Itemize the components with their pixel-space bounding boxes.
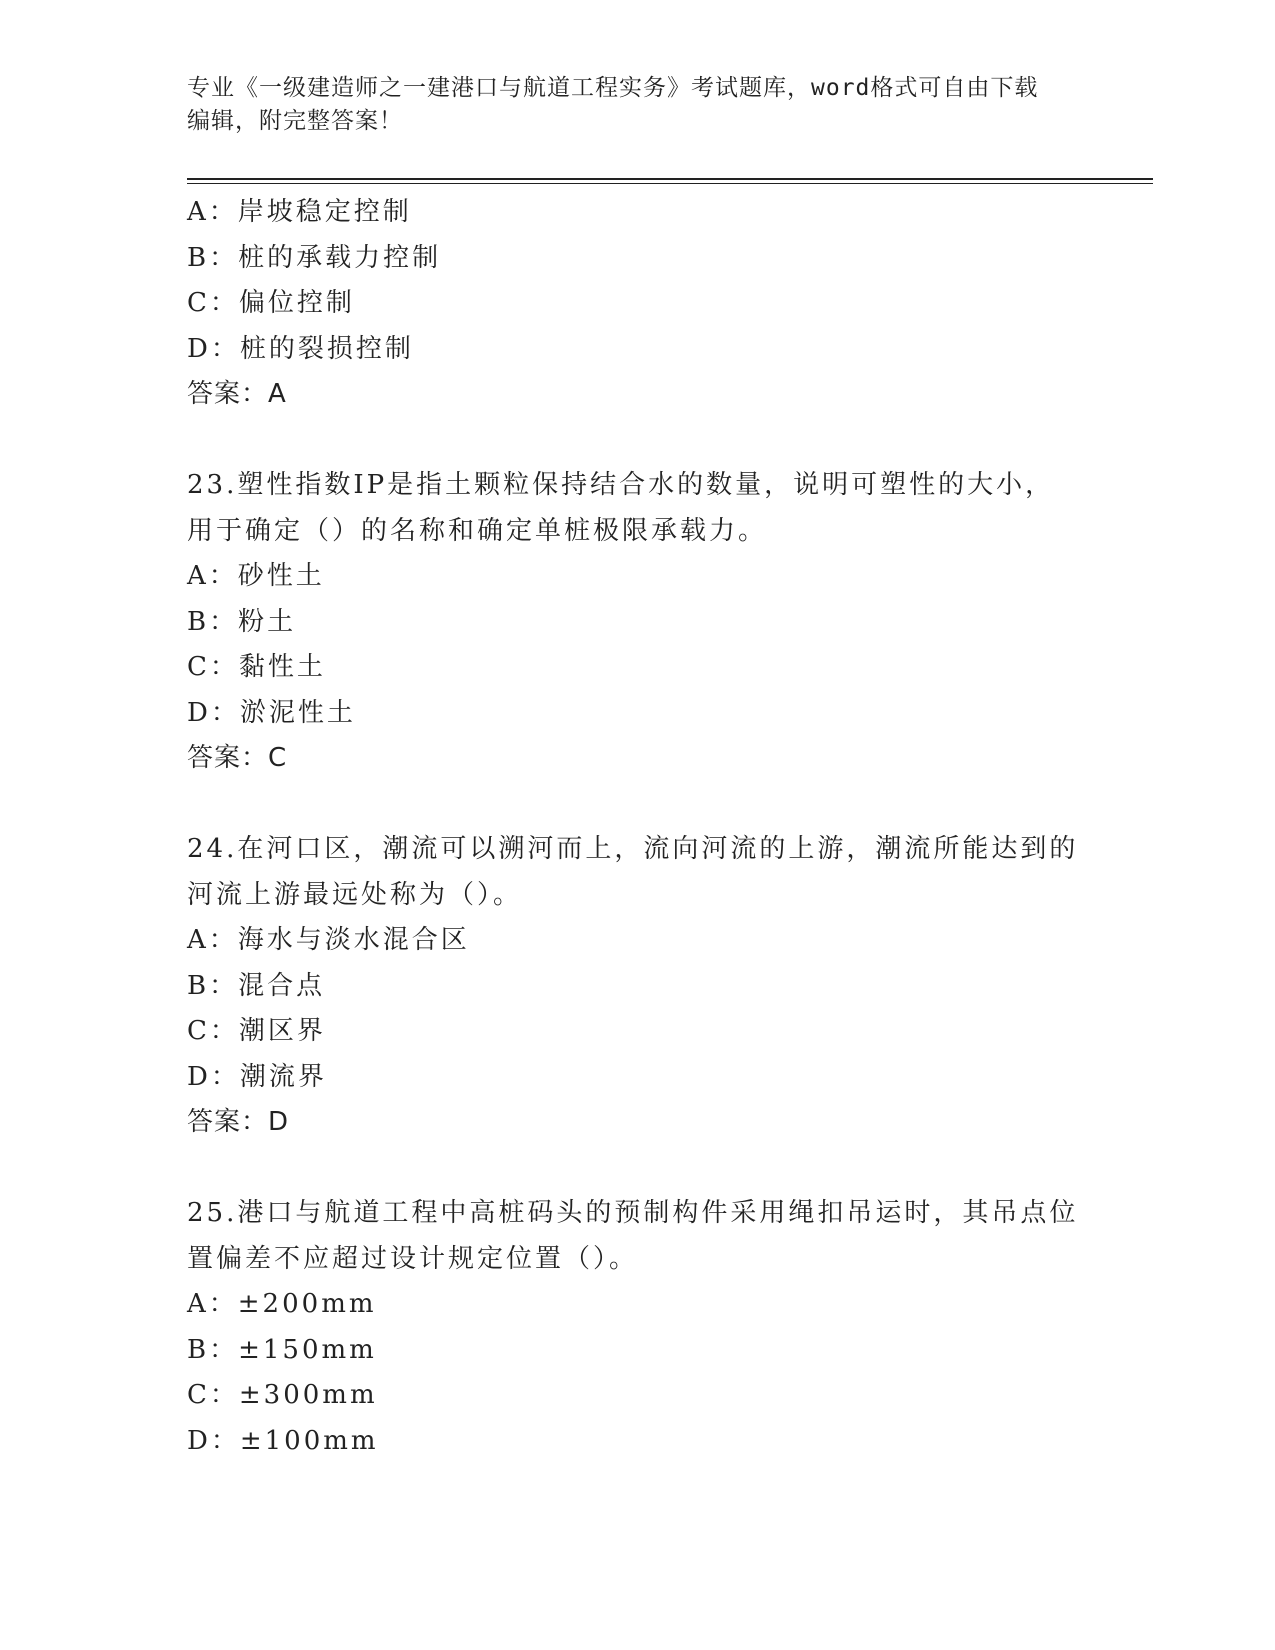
option-c: C：潮区界 <box>187 1016 326 1046</box>
option-d: D：潮流界 <box>187 1061 327 1092</box>
option-c: C：黏性土 <box>187 652 326 682</box>
option-a: A：岸坡稳定控制 <box>187 197 412 227</box>
header-divider-thick <box>187 178 1153 180</box>
question-list <box>187 190 1087 1464</box>
header-divider-thin <box>187 183 1153 184</box>
answer-line: 答案：C <box>187 743 288 773</box>
answer-line: 答案：A <box>187 379 287 409</box>
option-b: B：桩的承载力控制 <box>187 242 442 273</box>
header-line-2: 编辑，附完整答案！ <box>187 108 403 134</box>
option-d: D：淤泥性土 <box>187 697 356 728</box>
option-d: D：±100mm <box>187 1425 379 1456</box>
option-b: B：混合点 <box>187 970 326 1001</box>
option-d: D：桩的裂损控制 <box>187 333 414 364</box>
question-24 <box>187 827 1087 1146</box>
option-a: A：±200mm <box>187 1289 377 1319</box>
question-stem-line-1: 25.港口与航道工程中高桩码头的预制构件采用绳扣吊运时，其吊点位 <box>187 1198 1079 1228</box>
option-a: A：海水与淡水混合区 <box>187 925 470 955</box>
question-stem-line-2: 用于确定（）的名称和确定单桩极限承载力。 <box>187 515 768 546</box>
question-stem-line-2: 河流上游最远处称为（）。 <box>187 879 523 910</box>
option-b: B：±150mm <box>187 1334 377 1365</box>
option-b: B：粉土 <box>187 606 297 637</box>
question-stem-line-2: 置偏差不应超过设计规定位置（）。 <box>187 1243 639 1274</box>
question-spacer <box>187 418 1087 464</box>
answer-line: 答案：D <box>187 1107 290 1137</box>
question-spacer <box>187 1146 1087 1192</box>
option-c: C：±300mm <box>187 1380 378 1410</box>
question-22 <box>187 190 1087 418</box>
question-23 <box>187 463 1087 782</box>
header-line-1: 专业《一级建造师之一建港口与航道工程实务》考试题库，word格式可自由下载 <box>187 75 1039 101</box>
option-a: A：砂性土 <box>187 561 325 591</box>
question-spacer <box>187 782 1087 828</box>
document-header <box>187 72 1087 138</box>
question-25 <box>187 1191 1087 1464</box>
option-c: C：偏位控制 <box>187 288 355 318</box>
question-stem-line-1: 23.塑性指数IP是指土颗粒保持结合水的数量，说明可塑性的大小， <box>187 470 1055 500</box>
question-stem-line-1: 24.在河口区，潮流可以溯河而上，流向河流的上游，潮流所能达到的 <box>187 834 1079 864</box>
